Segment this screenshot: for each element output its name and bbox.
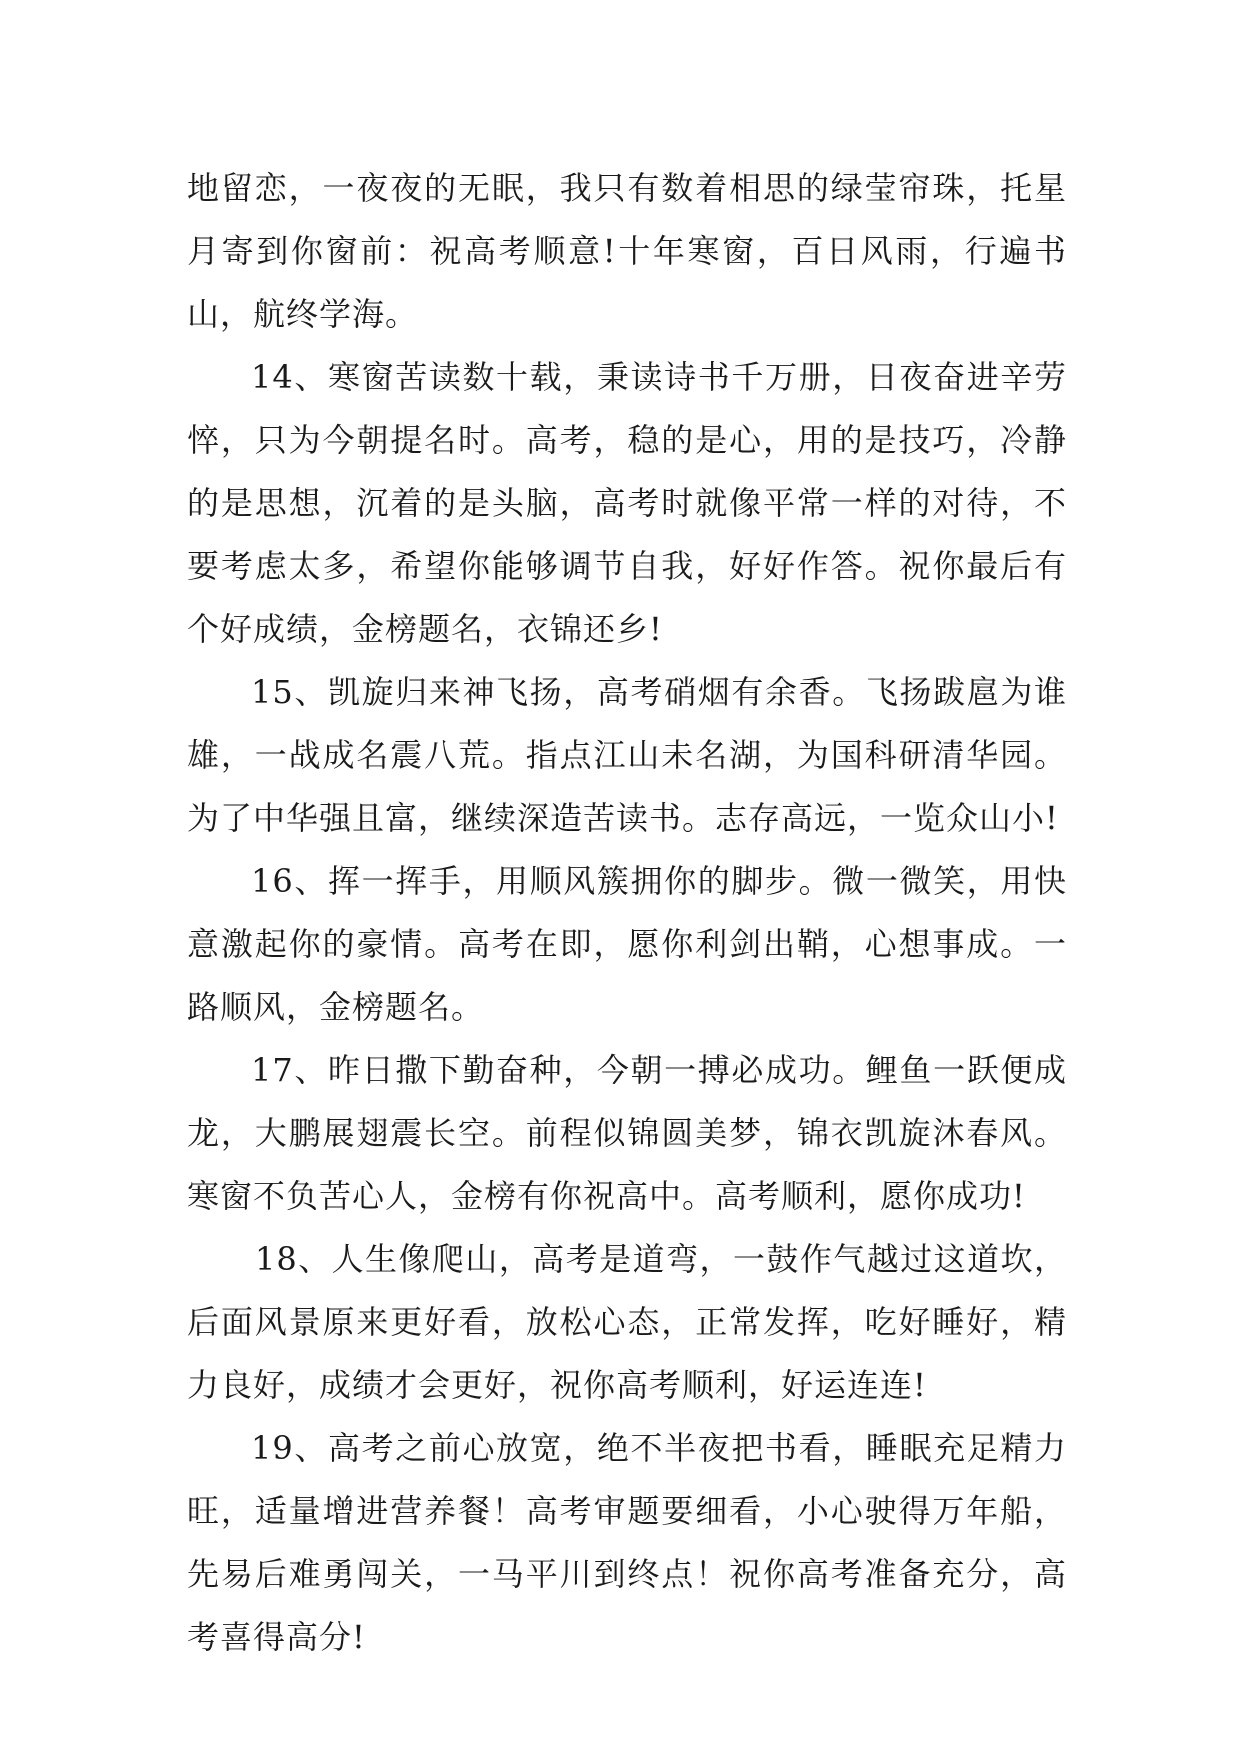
paragraph-16: 16、挥一挥手，用顺风簇拥你的脚步。微一微笑，用快意激起你的豪情。高考在即，愿你利剑出鞘，心想事成。一路顺风，金榜题名。 [187,862,1067,1026]
document-body [187,157,1067,1669]
paragraph-19: 19、高考之前心放宽，绝不半夜把书看，睡眠充足精力旺，适量增进营养餐！高考审题要细看，小心驶得万年船，先易后难勇闯关，一马平川到终点！祝你高考准备充分，高考喜得高分! [187,1429,1067,1656]
paragraph-17: 17、昨日撒下勤奋种，今朝一搏必成功。鲤鱼一跃便成龙，大鹏展翅震长空。前程似锦圆美梦，锦衣凯旋沐春风。寒窗不负苦心人，金榜有你祝高中。高考顺利，愿你成功! [187,1051,1067,1215]
paragraph-14: 14、寒窗苦读数十载，秉读诗书千万册，日夜奋进辛劳悴，只为今朝提名时。高考，稳的是心，用的是技巧，冷静的是思想，沉着的是头脑，高考时就像平常一样的对待，不要考虑太多，希望你能够调节自我，好好作答。祝你最后有个好成绩，金榜题名，衣锦还乡! [187,358,1067,648]
paragraph-18: 18、人生像爬山，高考是道弯，一鼓作气越过这道坎，后面风景原来更好看，放松心态，正常发挥，吃好睡好，精力良好，成绩才会更好，祝你高考顺利，好运连连! [187,1240,1067,1404]
paragraph-13-continued: 地留恋，一夜夜的无眠，我只有数着相思的绿莹帘珠，托星月寄到你窗前：祝高考顺意!十年寒窗，百日风雨，行遍书山，航终学海。 [187,169,1067,333]
paragraph-15: 15、凯旋归来神飞扬，高考硝烟有余香。飞扬跋扈为谁雄，一战成名震八荒。指点江山未名湖，为国科研清华园。为了中华强且富，继续深造苦读书。志存高远，一览众山小! [187,673,1067,837]
